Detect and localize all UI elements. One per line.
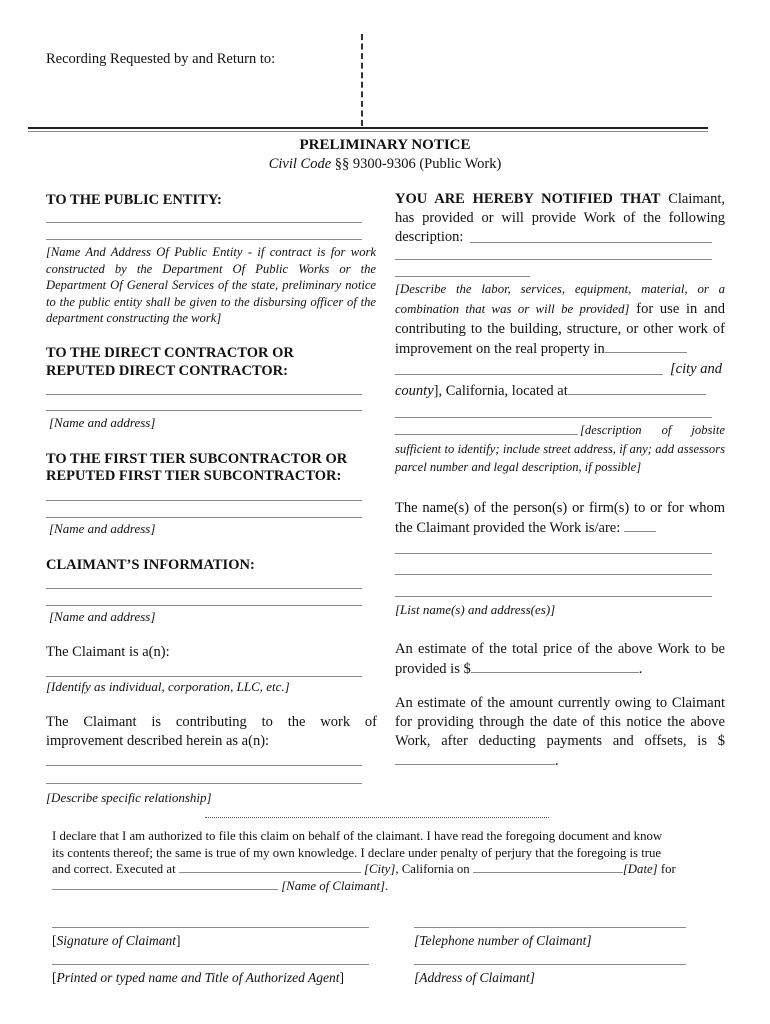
subcontractor-note: [Name and address] (49, 521, 156, 536)
subcontractor-line-1[interactable] (46, 500, 362, 501)
property-blank[interactable] (605, 339, 687, 353)
public-entity-heading: TO THE PUBLIC ENTITY: (46, 192, 222, 208)
names-blank[interactable] (624, 518, 656, 532)
county-word: county (395, 383, 434, 399)
describe-paragraph (395, 279, 725, 359)
jobsite-line-1[interactable] (395, 417, 712, 418)
header-rule-thin (28, 131, 708, 132)
names-paragraph (395, 499, 725, 538)
signature-text: Signature of Claimant (56, 933, 177, 948)
use-in-text: for use in and contributing to the building, structure, or other work of improvement on the real property in (395, 301, 725, 357)
county-bracket: ] (433, 383, 439, 399)
date-blank[interactable] (473, 861, 623, 873)
date-label: [Date] (622, 862, 658, 876)
describe-note: [Describe the labor, services, equipment, material, or a combination that was or will be provided] (395, 282, 725, 316)
telephone-line[interactable] (414, 927, 686, 928)
list-note: [List name(s) and address(es)] (395, 602, 556, 617)
recording-label: Recording Requested by and Return to: (46, 51, 276, 67)
contributing-text: The Claimant is contributing to the work of improvement described herein as a(n): (46, 714, 377, 749)
estimate-total-paragraph: An estimate of the total price of the above Work to be provided is $ . (395, 641, 725, 677)
estimate-total-blank[interactable] (471, 659, 639, 673)
relationship-note: [Describe specific relationship] (46, 790, 212, 805)
printed-name-line[interactable] (52, 964, 369, 965)
estimate-owing-blank[interactable] (395, 751, 555, 765)
relationship-line-1[interactable] (46, 765, 362, 766)
claimant-is-line[interactable] (46, 676, 362, 677)
claimant-note: [Name and address] (49, 609, 156, 624)
claimant-line-1[interactable] (46, 588, 362, 589)
city-label: [City] (364, 862, 396, 876)
subcontractor-line-2[interactable] (46, 517, 362, 518)
public-entity-note: [Name And Address Of Public Entity - if contract is for work constructed by the Department Of Public Works or the Department Of General Services of the state, preliminary notice to the public entity shall be given to the disbursing officer of the department constructing the work] (46, 245, 376, 325)
for-label: for (657, 862, 676, 876)
direct-contractor-line-1[interactable] (46, 394, 362, 395)
subtitle-rest: §§ 9300-9306 (Public Work) (331, 156, 502, 172)
claimant-is-label: The Claimant is a(n): (46, 644, 170, 660)
claimant-is-note: [Identify as individual, corporation, LLC, etc.] (46, 679, 290, 694)
located-at: , California, located at (438, 383, 568, 399)
declaration-line-2: its contents thereof; the same is true of my own knowledge. I declare under penalty of perjury that the foregoing is true (52, 845, 662, 860)
names-text: The name(s) of the person(s) or firm(s) to or for whom the Claimant provided the Work is/are: (395, 500, 725, 536)
signature-line[interactable] (52, 927, 369, 928)
header-rule (28, 127, 708, 129)
jobsite-note: [description of jobsite sufficient to identify; include street address, if any; add assessors parcel number and legal description, if possible] (395, 423, 725, 474)
names-line-1[interactable] (395, 553, 712, 554)
printed-name-text: Printed or typed name and Title of Authorized Agent (56, 970, 340, 985)
direct-contractor-heading-1: TO THE DIRECT CONTRACTOR OR (46, 345, 294, 361)
public-entity-line-1[interactable] (46, 222, 362, 223)
estimate-owing-text: An estimate of the amount currently owing to Claimant for providing through the date of this notice the above Work, after deducting payments and offsets, is $ (395, 695, 725, 749)
page-title: PRELIMINARY NOTICE (299, 137, 471, 153)
public-entity-line-2[interactable] (46, 239, 362, 240)
claimant-heading: CLAIMANT’S INFORMATION: (46, 557, 255, 573)
located-blank[interactable] (568, 381, 706, 395)
address-line[interactable] (414, 964, 686, 965)
executed-at: and correct. Executed at (52, 862, 176, 876)
names-line-2[interactable] (395, 574, 712, 575)
signature-label: [Signature of Claimant] (52, 933, 181, 948)
names-line-3[interactable] (395, 596, 712, 597)
printed-name-label: [Printed or typed name and Title of Authorized Agent] (52, 970, 344, 985)
claimant-line-2[interactable] (46, 605, 362, 606)
estimate-total-text: An estimate of the total price of the above Work to be provided is $ (395, 641, 725, 677)
subcontractor-heading-1: TO THE FIRST TIER SUBCONTRACTOR OR (46, 451, 348, 467)
subtitle-code: Civil Code (268, 156, 332, 172)
recording-divider (361, 34, 363, 126)
subcontractor-heading-2: REPUTED FIRST TIER SUBCONTRACTOR: (46, 468, 342, 484)
notified-rest: Claimant, has provided or will provide Work of the following description: (395, 191, 725, 245)
executed-city-blank[interactable] (179, 861, 361, 873)
estimate-owing-paragraph: An estimate of the amount currently owing to Claimant for providing through the date of this notice the above Work, after deducting payments and offsets, is $. (395, 695, 725, 769)
declaration-line-1: I declare that I am authorized to file this claim on behalf of the claimant. I have read the foregoing document and know (52, 829, 663, 843)
city-county-line[interactable] (395, 374, 663, 375)
california-on: , California on (395, 862, 470, 876)
declaration-divider (205, 817, 549, 818)
work-description-line-2[interactable] (395, 259, 712, 260)
page-subtitle (0, 155, 770, 174)
relationship-line-2[interactable] (46, 783, 362, 784)
county-located-row (395, 381, 706, 401)
name-of-claimant-label: [Name of Claimant] (281, 878, 386, 893)
direct-contractor-line-2[interactable] (46, 410, 362, 411)
notified-bold: YOU ARE HEREBY NOTIFIED THAT (395, 191, 661, 207)
work-description-line-3[interactable] (395, 276, 530, 277)
declaration-block (52, 828, 722, 894)
telephone-label: [Telephone number of Claimant] (414, 933, 592, 948)
notified-paragraph (395, 190, 725, 247)
city-note-top: [city and (670, 361, 722, 377)
address-label: [Address of Claimant] (414, 970, 536, 985)
declaration-line-4: [Name of Claimant]. (52, 878, 722, 895)
declaration-line-3 (52, 861, 722, 878)
direct-contractor-note: [Name and address] (49, 415, 156, 430)
work-description-line-1[interactable] (470, 242, 712, 243)
claimant-name-blank[interactable] (52, 878, 278, 890)
direct-contractor-heading-2: REPUTED DIRECT CONTRACTOR: (46, 363, 288, 379)
